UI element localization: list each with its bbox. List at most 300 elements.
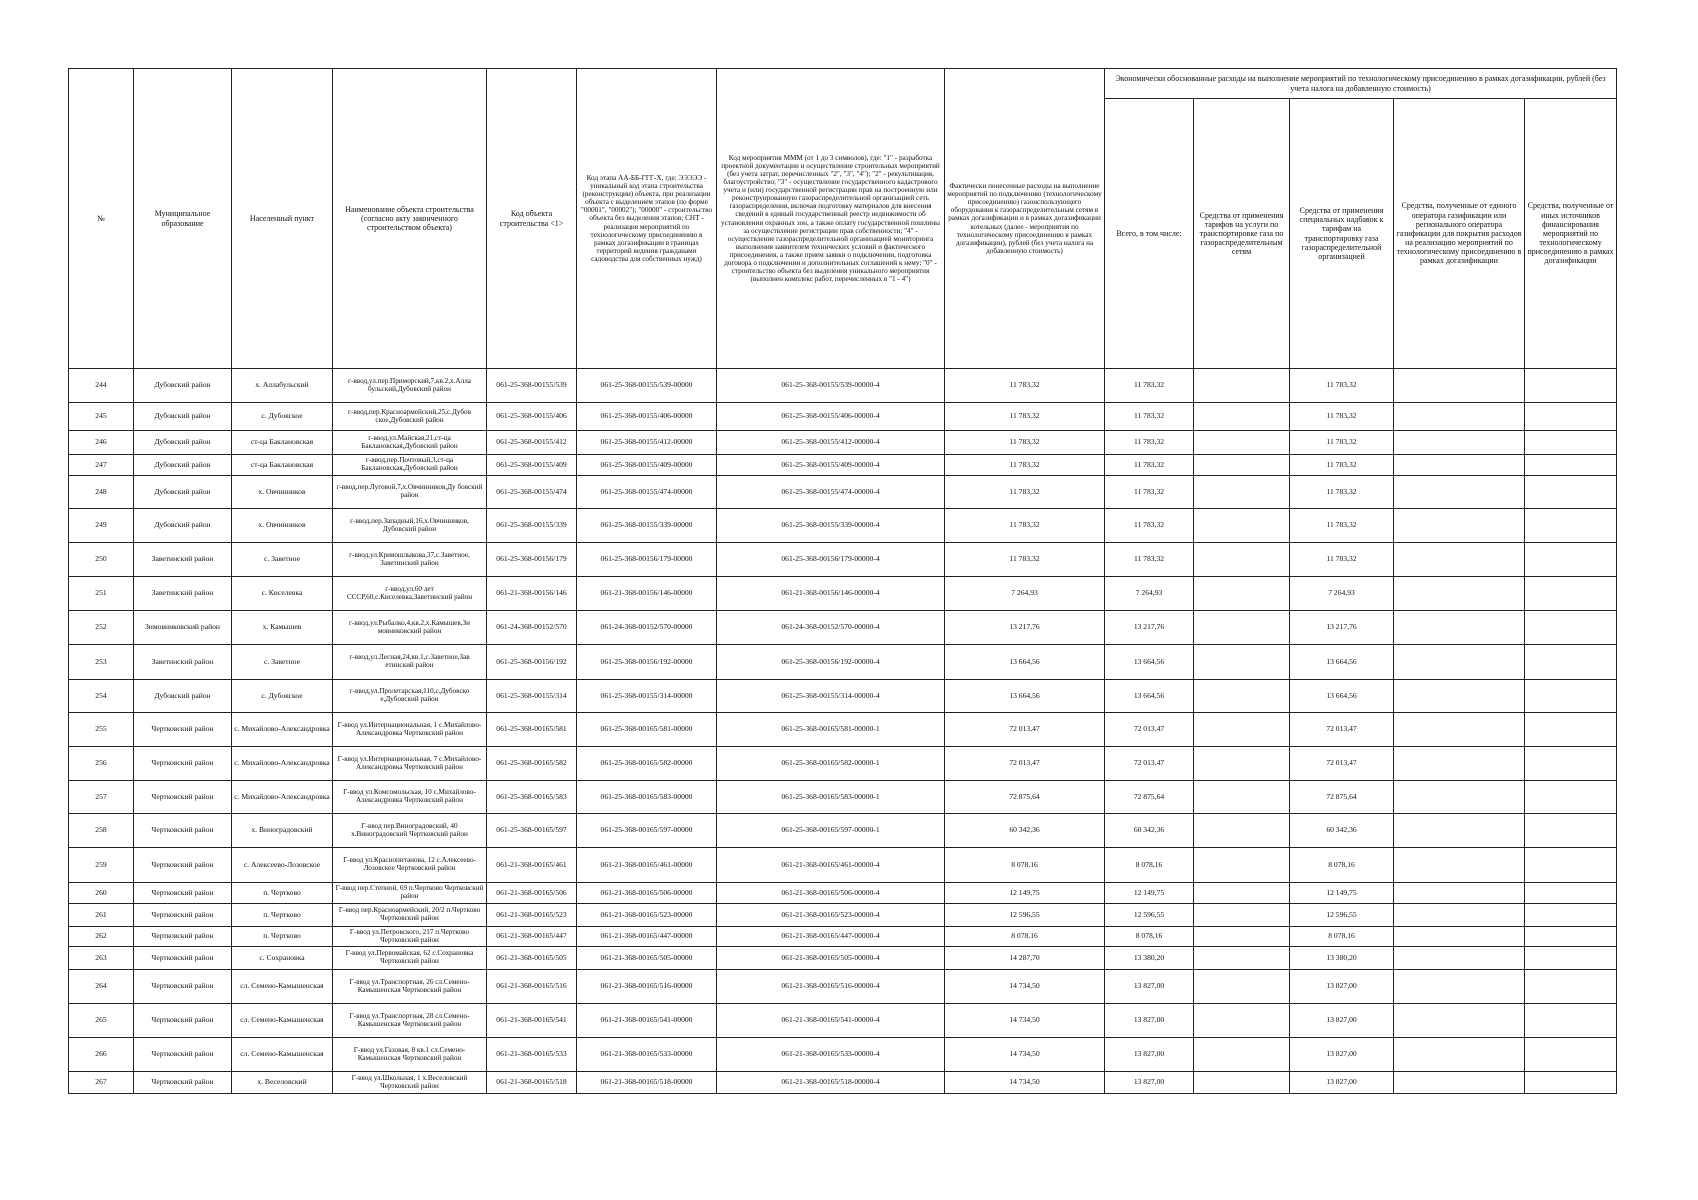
cell-surcharges: 11 783,32 (1290, 509, 1394, 543)
cell-settlement: ст-ца Баклановская (232, 455, 333, 476)
cell-tariffs (1194, 1038, 1290, 1072)
cell-row-number: 249 (69, 509, 134, 543)
cell-tariffs (1194, 369, 1290, 403)
cell-tariffs (1194, 781, 1290, 814)
cell-municipality: Чертковский район (134, 781, 232, 814)
header-total: Всего, в том числе: (1105, 99, 1194, 369)
cell-object-name: Г-ввод ул.Интернациональная, 1 с.Михайлово-Александровка Чертковский район (333, 713, 487, 747)
cell-total: 11 783,32 (1105, 509, 1194, 543)
cell-municipality: Чертковский район (134, 1004, 232, 1038)
cell-surcharges: 13 217,76 (1290, 611, 1394, 645)
cell-tariffs (1194, 455, 1290, 476)
cell-total: 60 342,36 (1105, 814, 1194, 848)
cell-event-code: 061-21-368-00165/461-00000-4 (717, 848, 945, 883)
cell-surcharges: 12 596,55 (1290, 904, 1394, 927)
cell-object-code: 061-21-368-00165/533 (487, 1038, 577, 1072)
cell-actual-costs: 14 734,50 (945, 1004, 1105, 1038)
table-row (69, 543, 1617, 577)
cell-other-funds (1525, 611, 1617, 645)
cell-tariffs (1194, 1004, 1290, 1038)
header-municipality: Муниципальное образование (134, 69, 232, 369)
cell-surcharges: 11 783,32 (1290, 369, 1394, 403)
cell-actual-costs: 13 664,56 (945, 680, 1105, 713)
cell-operator-funds (1394, 577, 1525, 611)
cell-municipality: Дубовский район (134, 455, 232, 476)
cell-settlement: сл. Семено-Камышенская (232, 1004, 333, 1038)
cell-object-name: Г-ввод пер.Степной, 69 п.Чертково Чертковский район (333, 883, 487, 904)
cell-municipality: Заветинский район (134, 645, 232, 680)
cell-actual-costs: 11 783,32 (945, 543, 1105, 577)
cell-row-number: 259 (69, 848, 134, 883)
cell-stage-code: 061-25-368-00165/583-00000 (577, 781, 717, 814)
cell-tariffs (1194, 611, 1290, 645)
cell-stage-code: 061-25-368-00165/582-00000 (577, 747, 717, 781)
cell-object-code: 061-25-368-00155/412 (487, 431, 577, 455)
cell-municipality: Чертковский район (134, 1038, 232, 1072)
cell-stage-code: 061-25-368-00155/406-00000 (577, 403, 717, 431)
cell-object-code: 061-25-368-00165/581 (487, 713, 577, 747)
table-row (69, 781, 1617, 814)
cell-object-code: 061-25-368-00165/583 (487, 781, 577, 814)
cell-object-code: 061-24-368-00152/570 (487, 611, 577, 645)
cell-actual-costs: 14 287,70 (945, 947, 1105, 970)
cell-settlement: х. Аллабульский (232, 369, 333, 403)
cell-settlement: с. Дубовское (232, 403, 333, 431)
cell-object-code: 061-25-368-00156/179 (487, 543, 577, 577)
header-stage-code: Код этапа АА-ББ-ГГГ-Х, где: ЭЭЭЭЭ - уникальный код этапа строительства (реконструкции) объекта, при реализации объекта с выделением этапов (по форме "00001", "00002"); "00000" - строительство объекта без выделения этапов; СНТ - реализация мероприятий по технологическому присоединению в рамках догазификации в границах территорий ведения гражданами садоводства для собственных нужд) (577, 69, 717, 369)
table-row (69, 713, 1617, 747)
cell-object-name: г-ввод,пер.Луговой,7,х.Овчинников,Ду бовский район (333, 476, 487, 509)
cell-actual-costs: 11 783,32 (945, 369, 1105, 403)
cell-tariffs (1194, 814, 1290, 848)
cell-stage-code: 061-21-368-00156/146-00000 (577, 577, 717, 611)
cell-total: 72 875,64 (1105, 781, 1194, 814)
table-row (69, 611, 1617, 645)
cell-object-code: 061-25-368-00156/192 (487, 645, 577, 680)
cell-other-funds (1525, 747, 1617, 781)
cell-settlement: с. Михайлово-Александровка (232, 747, 333, 781)
cell-operator-funds (1394, 611, 1525, 645)
cell-operator-funds (1394, 680, 1525, 713)
cell-tariffs (1194, 577, 1290, 611)
cell-other-funds (1525, 883, 1617, 904)
cell-actual-costs: 14 734,50 (945, 1072, 1105, 1094)
cell-municipality: Заветинский район (134, 543, 232, 577)
cell-tariffs (1194, 403, 1290, 431)
cell-operator-funds (1394, 369, 1525, 403)
cell-row-number: 253 (69, 645, 134, 680)
cell-other-funds (1525, 476, 1617, 509)
cost-table (68, 68, 1617, 1094)
cell-event-code: 061-21-368-00165/447-00000-4 (717, 927, 945, 947)
cell-tariffs (1194, 645, 1290, 680)
cell-settlement: с. Михайлово-Александровка (232, 713, 333, 747)
cell-municipality: Чертковский район (134, 747, 232, 781)
cell-other-funds (1525, 680, 1617, 713)
cell-operator-funds (1394, 747, 1525, 781)
cell-event-code: 061-25-368-00155/409-00000-4 (717, 455, 945, 476)
cell-event-code: 061-25-368-00155/314-00000-4 (717, 680, 945, 713)
cell-operator-funds (1394, 509, 1525, 543)
cell-row-number: 257 (69, 781, 134, 814)
cell-stage-code: 061-25-368-00165/597-00000 (577, 814, 717, 848)
cell-operator-funds (1394, 1072, 1525, 1094)
cell-tariffs (1194, 927, 1290, 947)
cell-total: 12 149,75 (1105, 883, 1194, 904)
cell-event-code: 061-21-368-00156/146-00000-4 (717, 577, 945, 611)
cell-settlement: х. Камышев (232, 611, 333, 645)
cell-actual-costs: 12 596,55 (945, 904, 1105, 927)
cell-municipality: Дубовский район (134, 431, 232, 455)
cell-municipality: Дубовский район (134, 369, 232, 403)
cell-tariffs (1194, 970, 1290, 1004)
cell-stage-code: 061-21-368-00165/516-00000 (577, 970, 717, 1004)
cell-stage-code: 061-25-368-00155/539-00000 (577, 369, 717, 403)
cell-actual-costs: 72 013,47 (945, 713, 1105, 747)
cell-row-number: 267 (69, 1072, 134, 1094)
cell-event-code: 061-25-368-00165/597-00000-1 (717, 814, 945, 848)
cell-stage-code: 061-21-368-00165/461-00000 (577, 848, 717, 883)
cell-tariffs (1194, 431, 1290, 455)
table-row (69, 476, 1617, 509)
cell-other-funds (1525, 904, 1617, 927)
cell-row-number: 250 (69, 543, 134, 577)
cell-event-code: 061-21-368-00165/541-00000-4 (717, 1004, 945, 1038)
cell-settlement: с. Михайлово-Александровка (232, 781, 333, 814)
cell-surcharges: 13 827,00 (1290, 1072, 1394, 1094)
cell-settlement: х. Овчинников (232, 509, 333, 543)
cell-object-name: г-ввод,ул.Майская,21,ст-ца Баклановская,Дубовский район (333, 431, 487, 455)
cell-surcharges: 11 783,32 (1290, 455, 1394, 476)
cell-event-code: 061-21-368-00165/506-00000-4 (717, 883, 945, 904)
cell-object-code: 061-21-368-00165/516 (487, 970, 577, 1004)
cell-row-number: 258 (69, 814, 134, 848)
cell-row-number: 245 (69, 403, 134, 431)
cell-row-number: 264 (69, 970, 134, 1004)
cell-row-number: 251 (69, 577, 134, 611)
cell-object-name: г-ввод,пер.Западный,16,х.Овчинников, Дубовский район (333, 509, 487, 543)
cell-object-code: 061-25-368-00155/339 (487, 509, 577, 543)
cell-municipality: Чертковский район (134, 947, 232, 970)
cell-row-number: 256 (69, 747, 134, 781)
cell-event-code: 061-25-368-00155/539-00000-4 (717, 369, 945, 403)
cell-other-funds (1525, 645, 1617, 680)
cell-municipality: Чертковский район (134, 970, 232, 1004)
cell-tariffs (1194, 1072, 1290, 1094)
cell-object-name: г-ввод,ул.пер.Приморский,7,кв.2,х.Алла бульский,Дубовский район (333, 369, 487, 403)
cell-other-funds (1525, 455, 1617, 476)
cell-other-funds (1525, 403, 1617, 431)
cell-tariffs (1194, 509, 1290, 543)
cell-event-code: 061-21-368-00165/505-00000-4 (717, 947, 945, 970)
table-row (69, 848, 1617, 883)
cell-stage-code: 061-21-368-00165/533-00000 (577, 1038, 717, 1072)
table-row (69, 747, 1617, 781)
cell-total: 8 078,16 (1105, 927, 1194, 947)
cell-other-funds (1525, 947, 1617, 970)
cell-municipality: Чертковский район (134, 1072, 232, 1094)
cell-total: 11 783,32 (1105, 543, 1194, 577)
cell-surcharges: 13 827,00 (1290, 1038, 1394, 1072)
header-object-code: Код объекта строительства <1> (487, 69, 577, 369)
cell-total: 11 783,32 (1105, 431, 1194, 455)
cell-operator-funds (1394, 476, 1525, 509)
table-row (69, 369, 1617, 403)
cell-operator-funds (1394, 455, 1525, 476)
cell-surcharges: 8 078,16 (1290, 927, 1394, 947)
cell-object-name: Г-ввод ул.Первомайская, 62 с.Сохрановка Чертковский район (333, 947, 487, 970)
cell-actual-costs: 13 217,76 (945, 611, 1105, 645)
gasification-cost-sheet (68, 68, 1616, 1094)
cell-row-number: 252 (69, 611, 134, 645)
cell-operator-funds (1394, 431, 1525, 455)
cell-other-funds (1525, 369, 1617, 403)
cell-other-funds (1525, 848, 1617, 883)
cell-settlement: сл. Семено-Камышенская (232, 970, 333, 1004)
cell-row-number: 263 (69, 947, 134, 970)
table-row (69, 970, 1617, 1004)
cell-object-name: Г-ввод пер.Виноградовский, 40 х.Виноградовский Чертковский район (333, 814, 487, 848)
cell-settlement: сл. Семено-Камышенская (232, 1038, 333, 1072)
cell-row-number: 265 (69, 1004, 134, 1038)
cell-surcharges: 12 149,75 (1290, 883, 1394, 904)
cell-total: 72 013,47 (1105, 713, 1194, 747)
cell-stage-code: 061-25-368-00156/192-00000 (577, 645, 717, 680)
cell-object-name: Г-ввод ул.Школьная, 1 х.Веселовский Чертковский район (333, 1072, 487, 1094)
cell-surcharges: 11 783,32 (1290, 403, 1394, 431)
cell-total: 13 664,56 (1105, 680, 1194, 713)
cell-total: 13 827,00 (1105, 1004, 1194, 1038)
table-row (69, 904, 1617, 927)
cell-stage-code: 061-21-368-00165/541-00000 (577, 1004, 717, 1038)
cell-object-name: г-ввод,ул.Рыбалко,4,кв.2,х.Камышев,Зи мовниковский район (333, 611, 487, 645)
cell-event-code: 061-25-368-00155/474-00000-4 (717, 476, 945, 509)
cell-operator-funds (1394, 781, 1525, 814)
cell-settlement: ст-ца Баклановская (232, 431, 333, 455)
cell-tariffs (1194, 543, 1290, 577)
cell-stage-code: 061-25-368-00155/409-00000 (577, 455, 717, 476)
cell-total: 8 078,16 (1105, 848, 1194, 883)
cell-object-code: 061-25-368-00155/314 (487, 680, 577, 713)
cell-settlement: п. Чертково (232, 927, 333, 947)
cell-operator-funds (1394, 904, 1525, 927)
cell-other-funds (1525, 509, 1617, 543)
cell-total: 7 264,93 (1105, 577, 1194, 611)
cell-other-funds (1525, 814, 1617, 848)
cell-object-name: Г-ввод ул.Краснопитанова, 12 с.Алексеево-Лозовское Чертковский район (333, 848, 487, 883)
cell-other-funds (1525, 431, 1617, 455)
cell-total: 11 783,32 (1105, 369, 1194, 403)
cell-actual-costs: 11 783,32 (945, 476, 1105, 509)
cell-tariffs (1194, 947, 1290, 970)
cell-settlement: с. Алексеево-Лозовское (232, 848, 333, 883)
header-event-code: Код мероприятия МММ (от 1 до 3 символов), где: "1" - разработка проектной документации и осуществление строительных мероприятий (без учета затрат, перечисленных "2", "3", "4"); "2" - рекультивация, благоустройство; "3" - осуществление государственного кадастрового учета и (или) государственной регистрации прав на построенную или реконструированную газораспределительной организацией сеть газораспределения, включая подготовку материалов для внесения сведений в единый государственный реестр недвижимости об установлении охранных зон, а также оплату государственной пошлины за осуществление регистрации прав собственности; "4" - осуществление газораспределительной организацией мониторинга выполнения заявителем технических условий и фактического присоединения, а также прием заявки о подключении, подготовка договора о подключении и дополнительных соглашений к нему; "0" - строительство объекта без выделения уникального мероприятия (выполнен комплекс работ, перечисленных в "1 - 4") (717, 69, 945, 369)
cell-object-code: 061-25-368-00155/474 (487, 476, 577, 509)
cell-object-code: 061-21-368-00156/146 (487, 577, 577, 611)
cell-total: 13 664,56 (1105, 645, 1194, 680)
cell-surcharges: 11 783,32 (1290, 476, 1394, 509)
cell-total: 13 827,00 (1105, 1072, 1194, 1094)
cell-actual-costs: 11 783,32 (945, 403, 1105, 431)
cell-municipality: Чертковский район (134, 883, 232, 904)
cell-actual-costs: 8 078,16 (945, 848, 1105, 883)
cell-object-code: 061-25-368-00155/406 (487, 403, 577, 431)
header-other-funds: Средства, полученные от иных источников финансирования мероприятий по технологическому присоединению в рамках догазификации (1525, 99, 1617, 369)
cell-total: 11 783,32 (1105, 476, 1194, 509)
cell-surcharges: 13 664,56 (1290, 680, 1394, 713)
cell-operator-funds (1394, 543, 1525, 577)
table-row (69, 455, 1617, 476)
cell-stage-code: 061-21-368-00165/518-00000 (577, 1072, 717, 1094)
cell-settlement: с. Заветное (232, 543, 333, 577)
cell-settlement: х. Виноградовский (232, 814, 333, 848)
cell-object-code: 061-21-368-00165/461 (487, 848, 577, 883)
table-row (69, 403, 1617, 431)
cell-surcharges: 13 664,56 (1290, 645, 1394, 680)
cell-municipality: Чертковский район (134, 713, 232, 747)
cell-actual-costs: 8 078,16 (945, 927, 1105, 947)
cell-row-number: 254 (69, 680, 134, 713)
cell-row-number: 262 (69, 927, 134, 947)
cell-object-name: Г-ввод ул.Газовая, 8 кв.1 сл.Семено-Камышенская Чертковский район (333, 1038, 487, 1072)
cell-stage-code: 061-25-368-00155/339-00000 (577, 509, 717, 543)
cell-row-number: 244 (69, 369, 134, 403)
table-body (69, 369, 1617, 1094)
header-economic-costs-group: Экономически обоснованные расходы на выполнение мероприятий по технологическому присоединению в рамках догазификации, рублей (без учета налога на добавленную стоимость) (1105, 69, 1617, 99)
cell-event-code: 061-21-368-00165/533-00000-4 (717, 1038, 945, 1072)
cell-event-code: 061-25-368-00155/412-00000-4 (717, 431, 945, 455)
cell-event-code: 061-21-368-00165/518-00000-4 (717, 1072, 945, 1094)
cell-stage-code: 061-21-368-00165/447-00000 (577, 927, 717, 947)
cell-object-name: Г-ввод ул.Транспортная, 28 сл.Семено-Камышенская Чертковский район (333, 1004, 487, 1038)
cell-municipality: Дубовский район (134, 403, 232, 431)
cell-other-funds (1525, 713, 1617, 747)
cell-surcharges: 13 380,20 (1290, 947, 1394, 970)
cell-municipality: Чертковский район (134, 848, 232, 883)
cell-actual-costs: 14 734,50 (945, 1038, 1105, 1072)
cell-stage-code: 061-25-368-00155/412-00000 (577, 431, 717, 455)
cell-operator-funds (1394, 970, 1525, 1004)
cell-other-funds (1525, 1038, 1617, 1072)
header-no: № (69, 69, 134, 369)
cell-object-code: 061-21-368-00165/447 (487, 927, 577, 947)
cell-operator-funds (1394, 1004, 1525, 1038)
cell-tariffs (1194, 883, 1290, 904)
cell-settlement: с. Сохрановка (232, 947, 333, 970)
cell-operator-funds (1394, 403, 1525, 431)
cell-operator-funds (1394, 883, 1525, 904)
cell-actual-costs: 13 664,56 (945, 645, 1105, 680)
cell-municipality: Дубовский район (134, 509, 232, 543)
cell-object-code: 061-25-368-00165/582 (487, 747, 577, 781)
cell-total: 13 217,76 (1105, 611, 1194, 645)
cell-object-code: 061-25-368-00155/539 (487, 369, 577, 403)
cell-municipality: Чертковский район (134, 927, 232, 947)
cell-settlement: с. Дубовское (232, 680, 333, 713)
cell-total: 13 827,00 (1105, 1038, 1194, 1072)
cell-surcharges: 60 342,36 (1290, 814, 1394, 848)
cell-event-code: 061-25-368-00156/179-00000-4 (717, 543, 945, 577)
cell-surcharges: 11 783,32 (1290, 543, 1394, 577)
cell-actual-costs: 11 783,32 (945, 431, 1105, 455)
cell-event-code: 061-25-368-00165/583-00000-1 (717, 781, 945, 814)
cell-object-name: Г-ввод ул.Петровского, 217 п.Чертково Чертковский район (333, 927, 487, 947)
cell-surcharges: 72 013,47 (1290, 713, 1394, 747)
cell-municipality: Зимовниковский район (134, 611, 232, 645)
cell-tariffs (1194, 680, 1290, 713)
cell-row-number: 248 (69, 476, 134, 509)
cell-total: 11 783,32 (1105, 403, 1194, 431)
cell-surcharges: 72 875,64 (1290, 781, 1394, 814)
cell-operator-funds (1394, 927, 1525, 947)
cell-surcharges: 72 013,47 (1290, 747, 1394, 781)
cell-other-funds (1525, 543, 1617, 577)
cell-object-code: 061-25-368-00155/409 (487, 455, 577, 476)
cell-operator-funds (1394, 645, 1525, 680)
table-row (69, 645, 1617, 680)
cell-other-funds (1525, 970, 1617, 1004)
cell-object-name: Г-ввод ул.Транспортная, 26 сл.Семено-Камышенская Чертковский район (333, 970, 487, 1004)
table-row (69, 509, 1617, 543)
cell-municipality: Чертковский район (134, 814, 232, 848)
cell-row-number: 246 (69, 431, 134, 455)
cell-row-number: 266 (69, 1038, 134, 1072)
cell-stage-code: 061-21-368-00165/506-00000 (577, 883, 717, 904)
cell-total: 13 380,20 (1105, 947, 1194, 970)
cell-object-code: 061-21-368-00165/541 (487, 1004, 577, 1038)
cell-settlement: х. Овчинников (232, 476, 333, 509)
table-row (69, 883, 1617, 904)
cell-object-name: г-ввод,пер.Почтовый,3,ст-ца Баклановская,Дубовский район (333, 455, 487, 476)
cell-other-funds (1525, 577, 1617, 611)
cell-tariffs (1194, 747, 1290, 781)
table-row (69, 947, 1617, 970)
cell-actual-costs: 11 783,32 (945, 455, 1105, 476)
cell-surcharges: 11 783,32 (1290, 431, 1394, 455)
cell-operator-funds (1394, 713, 1525, 747)
cell-object-name: Г-ввод ул.Интернациональная, 7 с.Михайлово-Александровка Чертковский район (333, 747, 487, 781)
cell-stage-code: 061-24-368-00152/570-00000 (577, 611, 717, 645)
cell-tariffs (1194, 904, 1290, 927)
table-row (69, 814, 1617, 848)
cell-object-code: 061-25-368-00165/597 (487, 814, 577, 848)
cell-actual-costs: 72 013,47 (945, 747, 1105, 781)
cell-object-code: 061-21-368-00165/523 (487, 904, 577, 927)
cell-stage-code: 061-25-368-00155/314-00000 (577, 680, 717, 713)
cell-surcharges: 8 078,16 (1290, 848, 1394, 883)
cell-object-name: г-ввод,пер.Красноармейский,25,с.Дубов ское,Дубовский район (333, 403, 487, 431)
cell-municipality: Заветинский район (134, 577, 232, 611)
cell-object-name: г-ввод,ул.Кривошлыкова,37,с.Заветное, Заветинский район (333, 543, 487, 577)
cell-other-funds (1525, 1072, 1617, 1094)
cell-settlement: с. Киселевка (232, 577, 333, 611)
cell-event-code: 061-25-368-00165/581-00000-1 (717, 713, 945, 747)
cell-other-funds (1525, 927, 1617, 947)
cell-event-code: 061-24-368-00152/570-00000-4 (717, 611, 945, 645)
cell-total: 13 827,00 (1105, 970, 1194, 1004)
cell-surcharges: 13 827,00 (1290, 1004, 1394, 1038)
header-surcharges: Средства от применения специальных надбавок к тарифам на транспортировку газа газораспределительной организацией (1290, 99, 1394, 369)
cell-tariffs (1194, 848, 1290, 883)
cell-total: 12 596,55 (1105, 904, 1194, 927)
cell-total: 11 783,32 (1105, 455, 1194, 476)
cell-row-number: 255 (69, 713, 134, 747)
cell-object-code: 061-21-368-00165/505 (487, 947, 577, 970)
cell-event-code: 061-21-368-00165/523-00000-4 (717, 904, 945, 927)
cell-row-number: 261 (69, 904, 134, 927)
cell-event-code: 061-25-368-00155/339-00000-4 (717, 509, 945, 543)
header-object-name: Наименование объекта строительства (согласно акту законченного строительством объекта) (333, 69, 487, 369)
